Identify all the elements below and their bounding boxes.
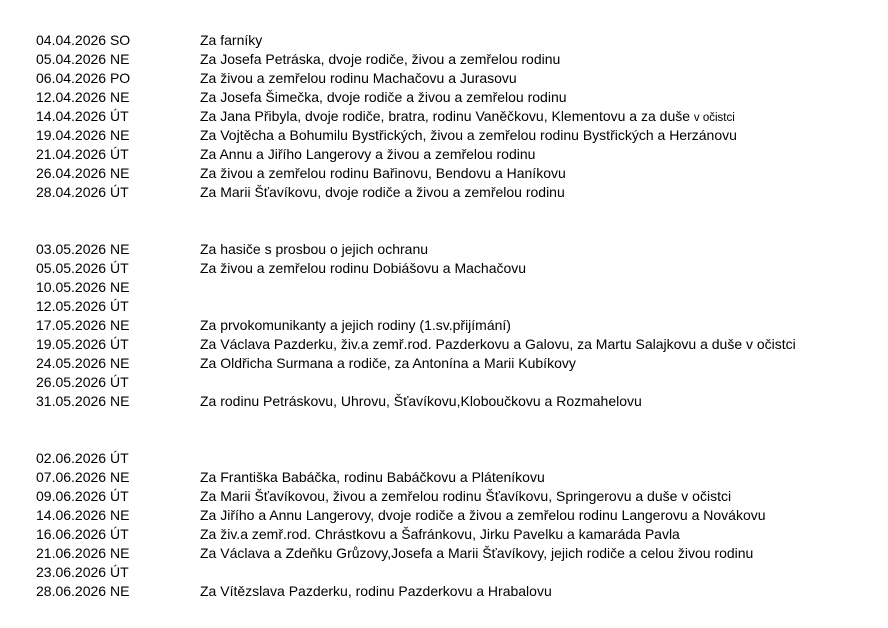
row-intention: [200, 297, 876, 316]
row-intention: [200, 449, 876, 468]
row-intention: Za Václava Pazderku, živ.a zemř.rod. Pazderkovu a Galovu, za Martu Salajkovu a duše v očistci: [200, 336, 796, 352]
list-item: [36, 69, 876, 88]
list-item: [36, 373, 876, 392]
row-intention-small: v očistci: [693, 112, 735, 124]
row-intention: [200, 563, 876, 582]
list-item: [36, 107, 876, 126]
list-item: [36, 468, 876, 487]
row-date: 04.04.2026 SO: [36, 32, 131, 48]
row-date: 05.04.2026 NE: [36, 51, 130, 67]
row-date: 26.05.2026 ÚT: [36, 374, 129, 390]
row-date: 31.05.2026 NE: [36, 393, 130, 409]
row-intention: Za Annu a Jiřího Langerovy a živou a zemřelou rodinu: [200, 146, 536, 162]
intentions-document: [36, 31, 876, 601]
row-date: 21.04.2026 ÚT: [36, 146, 129, 162]
row-date: 03.05.2026 NE: [36, 241, 130, 257]
list-item: [36, 88, 876, 107]
row-date: 06.04.2026 PO: [36, 70, 131, 86]
row-intention: Za prvokomunikanty a jejich rodiny (1.sv.přijímání): [200, 317, 511, 333]
row-intention: Za živ.a zemř.rod. Chrástkovu a Šafránkovu, Jirku Pavelku a kamaráda Pavla: [200, 526, 680, 542]
list-item: [36, 506, 876, 525]
list-item: [36, 544, 876, 563]
list-item: [36, 126, 876, 145]
row-intention: Za rodinu Petráskovu, Uhrovu, Šťavíkovu,Kloboučkovu a Rozmahelovu: [200, 393, 642, 409]
row-intention-main: Za Jana Přibyla, dvoje rodiče, bratra, rodinu Vaněčkovu, Klementovu a za duše: [200, 108, 691, 124]
row-intention: Za živou a zemřelou rodinu Bařinovu, Bendovu a Haníkovu: [200, 165, 566, 181]
april-block: [36, 31, 876, 202]
list-item: [36, 50, 876, 69]
row-date: 12.04.2026 NE: [36, 89, 130, 105]
row-date: 19.04.2026 NE: [36, 127, 130, 143]
row-date: 10.05.2026 NE: [36, 279, 130, 295]
row-date: 09.06.2026 ÚT: [36, 488, 129, 504]
list-item: [36, 145, 876, 164]
may-block: [36, 240, 876, 411]
row-intention: Za Marii Šťavíkovou, živou a zemřelou rodinu Šťavíkovu, Springerovu a duše v očistci: [200, 488, 732, 504]
row-date: 14.04.2026 ÚT: [36, 108, 129, 124]
list-item: [36, 278, 876, 297]
list-item: [36, 525, 876, 544]
list-item: [36, 563, 876, 582]
list-item: [36, 449, 876, 468]
row-intention: Za Františka Babáčka, rodinu Babáčkovu a Pláteníkovu: [200, 469, 545, 485]
list-item: [36, 487, 876, 506]
row-intention: Za Vojtěcha a Bohumilu Bystřických, živou a zemřelou rodinu Bystřických a Herzánovu: [200, 127, 737, 143]
row-date: 14.06.2026 NE: [36, 507, 130, 523]
row-date: 21.06.2026 NE: [36, 545, 130, 561]
row-intention: Za Jiřího a Annu Langerovy, dvoje rodiče a živou a zemřelou rodinu Langerovu a Novákovu: [200, 507, 766, 523]
row-intention: Za hasiče s prosbou o jejich ochranu: [200, 241, 429, 257]
row-intention: Za Václava a Zdeňku Grůzovy,Josefa a Marii Šťavíkovy, jejich rodiče a celou živou rodinu: [200, 545, 754, 561]
row-intention: Za Josefa Petráska, dvoje rodiče, živou a zemřelou rodinu: [200, 51, 561, 67]
list-item: [36, 354, 876, 373]
list-item: [36, 31, 876, 50]
list-item: [36, 582, 876, 601]
row-intention: Za živou a zemřelou rodinu Machačovu a Jurasovu: [200, 70, 517, 86]
list-item: [36, 392, 876, 411]
row-intention: [200, 107, 876, 126]
row-intention: Za Marii Šťavíkovu, dvoje rodiče a živou a zemřelou rodinu: [200, 184, 565, 200]
row-date: 02.06.2026 ÚT: [36, 450, 129, 466]
list-item: [36, 297, 876, 316]
row-intention: Za Vítězslava Pazderku, rodinu Pazderkovu a Hrabalovu: [200, 583, 552, 599]
row-intention: Za Josefa Šimečka, dvoje rodiče a živou a zemřelou rodinu: [200, 89, 567, 105]
list-item: [36, 335, 876, 354]
row-date: 16.06.2026 ÚT: [36, 526, 129, 542]
june-block: [36, 449, 876, 601]
row-date: 28.06.2026 NE: [36, 583, 130, 599]
list-item: [36, 183, 876, 202]
row-date: 26.04.2026 NE: [36, 165, 130, 181]
row-intention: [200, 278, 876, 297]
list-item: [36, 316, 876, 335]
list-item: [36, 164, 876, 183]
row-date: 17.05.2026 NE: [36, 317, 130, 333]
row-date: 19.05.2026 ÚT: [36, 336, 129, 352]
row-date: 07.06.2026 NE: [36, 469, 130, 485]
row-date: 12.05.2026 ÚT: [36, 298, 129, 314]
row-intention: Za živou a zemřelou rodinu Dobiášovu a Machačovu: [200, 260, 527, 276]
row-date: 23.06.2026 ÚT: [36, 564, 129, 580]
row-intention: Za farníky: [200, 32, 263, 48]
list-item: [36, 240, 876, 259]
row-intention: [200, 373, 876, 392]
row-date: 24.05.2026 NE: [36, 355, 130, 371]
row-intention: Za Oldřicha Surmana a rodiče, za Antonína a Marii Kubíkovy: [200, 355, 576, 371]
row-date: 28.04.2026 ÚT: [36, 184, 129, 200]
row-date: 05.05.2026 ÚT: [36, 260, 129, 276]
list-item: [36, 259, 876, 278]
